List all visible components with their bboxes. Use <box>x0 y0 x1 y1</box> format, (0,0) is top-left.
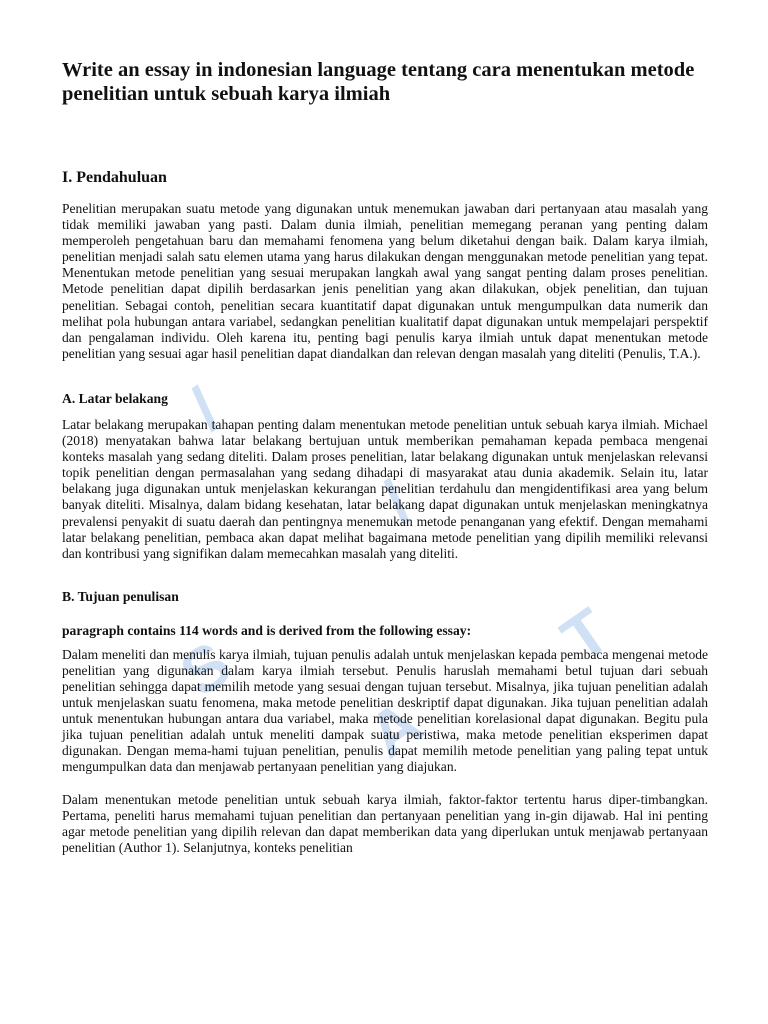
section-heading-tujuan-penulisan: B. Tujuan penulisan <box>62 588 179 604</box>
watermark-mark-3: S <box>167 627 244 711</box>
section-heading-pendahuluan: I. Pendahuluan <box>62 169 167 186</box>
intro-paragraph: Penelitian merupakan suatu metode yang digunakan untuk menemukan jawaban dari pertanyaan atau masalah yang tidak memiliki jawaban yang pasti. Dalam dunia ilmiah, penelitian memegang peranan yang penting dalam memperoleh pengetahuan baru dan memahami fenomena yang belum diketahui dengan baik. Dalam karya ilmiah, penelitian menjadi salah satu elemen utama yang harus dilakukan dengan menggunakan metode penelitian yang tepat. Menentukan metode penelitian yang sesuai merupakan langkah awal yang sangat penting dalam proses penelitian. Metode penelitian dapat dipilih berdasarkan jenis penelitian yang akan dilakukan, objek penelitian, dan tujuan penelitian. Sebagai contoh, penelitian secara kuantitatif dapat digunakan untuk mengumpulkan data numerik dan melihat pola hubungan antara variabel, sedangkan penelitian kualitatif dapat digunakan untuk mempelajari perspektif dan pengalaman individu. Oleh karena itu, penting bagi penulis karya ilmiah untuk dapat menentukan metode penelitian yang sesuai agar hasil penelitian dapat diandalkan dan relevan dengan masalah yang diteliti (Penulis, T.A.). <box>62 201 708 361</box>
watermark-mark-4: A <box>355 686 435 772</box>
section-heading-latar-belakang: A. Latar belakang <box>62 390 168 406</box>
document-content <box>62 58 708 856</box>
tujuan-paragraph-1: Dalam meneliti dan menulis karya ilmiah, tujuan penulis adalah untuk menjelaskan kepada pembaca mengenai metode penelitian yang digunakan dalam karya ilmiah tersebut. Penulis haruslah memahami betul tujuan dari sebuah penelitian sehingga dapat memilih metode yang sesuai dengan tujuan tersebut. Misalnya, jika tujuan penelitian adalah untuk menjelaskan suatu fenomena, maka metode penelitian deskriptif dapat digunakan. Jika tujuan penelitian adalah untuk menentukan hubungan antara dua variabel, maka metode penelitian korelasional dapat digunakan. Begitu pula jika tujuan penelitian adalah untuk meneliti dampak suatu peristiwa, maka metode penelitian eksperimen dapat digunakan. Dengan mema-hami tujuan penelitian, penulis dapat memilih metode penelitian yang paling tepat untuk mengumpulkan data dan menjawab pertanyaan penelitian yang diajukan. <box>62 646 708 775</box>
word-count-note: paragraph contains 114 words and is derived from the following essay: <box>62 622 472 638</box>
watermark-mark-5: T <box>548 594 623 676</box>
watermark-mark-2: / <box>368 467 425 537</box>
latar-belakang-paragraph: Latar belakang merupakan tahapan penting dalam menentukan metode penelitian untuk sebuah karya ilmiah. Michael (2018) menyatakan bahwa latar belakang bertujuan untuk memberikan pemahaman kepada pembaca mengenai konteks masalah yang sedang diteliti. Dalam proses penelitian, latar belakang digunakan untuk menjelaskan relevansi topik penelitian dengan permasalahan yang sedang dihadapi di masyarakat atau dunia akademik. Selain itu, latar belakang juga digunakan untuk menjelaskan kekurangan penelitian terdahulu dan mengidentifikasi area yang belum banyak diteliti. Misalnya, dalam bidang kesehatan, latar belakang dapat digunakan untuk menjelaskan meningkatnya prevalensi penyakit di suatu daerah dan pentingnya menemukan metode penanganan yang efektif. Dengan memahami latar belakang penelitian, pembaca akan dapat melihat bagaimana metode penelitian yang dipilih memiliki relevansi dan kontribusi yang signifikan dalam memecahkan masalah yang diteliti. <box>62 416 708 561</box>
watermark-mark-1: / <box>176 374 233 444</box>
tujuan-paragraph-2: Dalam menentukan metode penelitian untuk sebuah karya ilmiah, faktor-faktor tertentu harus diper-timbangkan. Pertama, peneliti harus memahami tujuan penelitian dan pertanyaan penelitian yang in-gin dijawab. Hal ini penting agar metode penelitian yang dipilih relevan dan dapat memberikan data yang diperlukan untuk menjawab pertanyaan penelitian (Author 1). Selanjutnya, konteks penelitian <box>62 791 708 855</box>
document-title: Write an essay in indonesian language tentang cara menentukan metode penelitian untuk sebuah karya ilmiah <box>62 59 695 105</box>
